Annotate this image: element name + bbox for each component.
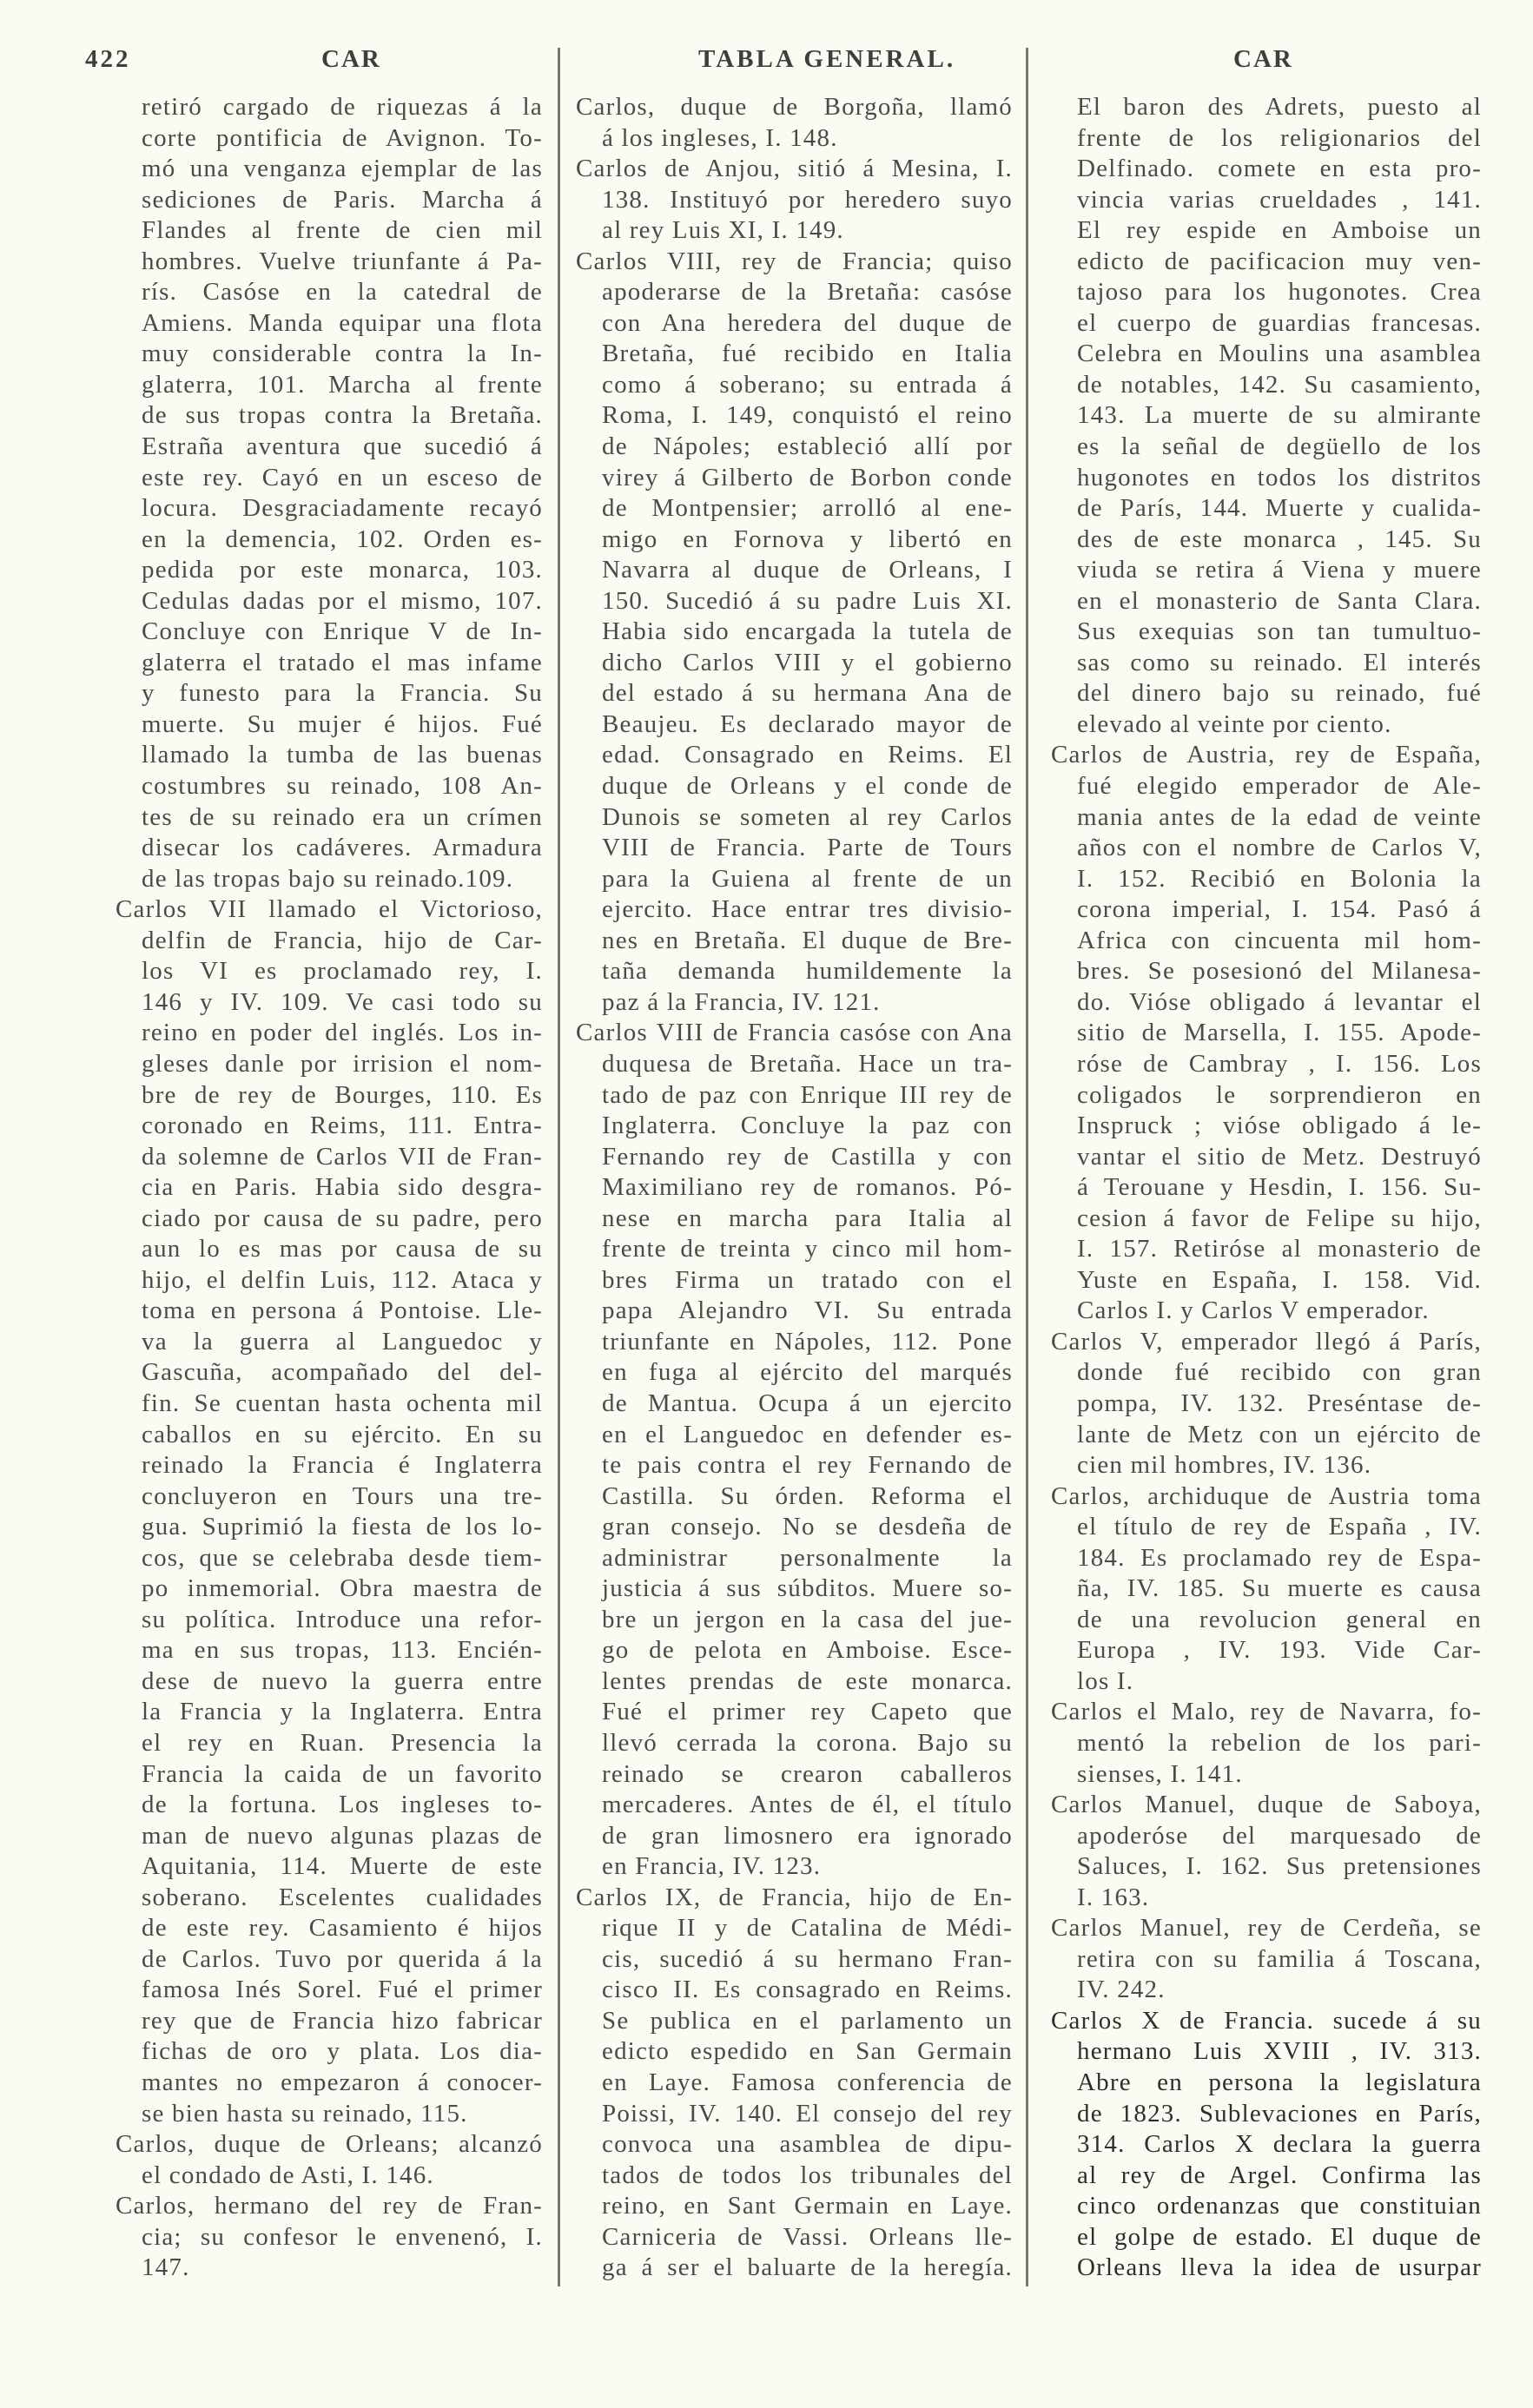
text-line: bres. Se posesionó del Milanesa- <box>1077 957 1482 986</box>
text-line: de 1823. Sublevaciones en París, <box>1077 2099 1482 2128</box>
index-entry <box>116 894 543 2129</box>
text-line: rey que de Francia hizo fabricar <box>142 2006 543 2035</box>
text-line: fichas de oro y plata. Los dia- <box>142 2037 543 2066</box>
text-line: muy considerable contra la In- <box>142 340 543 368</box>
text-line: taña demanda humildemente la <box>602 957 1013 986</box>
text-line: Abre en persona la legislatura <box>1077 2068 1482 2096</box>
text-line: Inglaterra. Concluye la paz con <box>602 1112 1013 1140</box>
index-entry <box>116 2129 543 2191</box>
index-entry <box>1051 1913 1482 2006</box>
text-line: Carlos de Anjou, sitió á Mesina, I. <box>576 155 1013 183</box>
text-line: papa Alejandro VI. Su entrada <box>602 1296 1013 1325</box>
text-line: en la demencia, 102. Orden es- <box>142 524 543 553</box>
text-line: 147. <box>142 2253 190 2282</box>
entry-continuation <box>116 92 543 894</box>
text-line: apoderarse de la Bretaña: casóse <box>602 278 1013 307</box>
text-line: rís. Casóse en la catedral de <box>142 278 543 307</box>
text-line: en el monasterio de Santa Clara. <box>1077 586 1482 615</box>
text-line: apoderóse del marquesado de <box>1077 1821 1482 1850</box>
text-line: Celebra en Moulins una asamblea <box>1077 340 1482 368</box>
text-line: des de este monarca , 145. Su <box>1077 524 1482 553</box>
text-line: para la Guiena al frente de un <box>602 864 1013 893</box>
text-line: Carlos I. y Carlos V emperador. <box>1077 1296 1430 1325</box>
text-line: cien mil hombres, IV. 136. <box>1077 1451 1372 1480</box>
text-line: Carlos VIII, rey de Francia; quiso <box>576 247 1013 275</box>
column-divider <box>1026 48 1028 2286</box>
text-line: Sus exequias son tan tumultuo- <box>1077 617 1482 646</box>
text-line: 314. Carlos X declara la guerra <box>1077 2130 1482 2159</box>
text-line: gua. Suprimió la fiesta de los lo- <box>142 1513 543 1541</box>
text-line: ciado por causa de su padre, pero <box>142 1204 543 1232</box>
text-line: Gascuña, acompañado del del- <box>142 1358 543 1387</box>
page-number: 422 <box>85 45 131 73</box>
text-line: Maximiliano rey de romanos. Pó- <box>602 1173 1013 1202</box>
text-line: cis, sucedió á su hermano Fran- <box>602 1944 1013 1973</box>
text-line: en Laye. Famosa conferencia de <box>602 2068 1013 2096</box>
text-line: fué elegido emperador de Ale- <box>1077 772 1482 801</box>
text-line: los VI es proclamado rey, I. <box>142 957 543 986</box>
text-line: Carlos, hermano del rey de Fran- <box>116 2192 543 2220</box>
text-line: de notables, 142. Su casamiento, <box>1077 370 1482 399</box>
page-title: TABLA GENERAL. <box>698 45 956 73</box>
text-line: do. Vióse obligado á levantar el <box>1077 987 1482 1016</box>
text-line: años con el nombre de Carlos V, <box>1077 834 1482 862</box>
text-line: Yuste en España, I. 158. Vid. <box>1077 1265 1482 1294</box>
text-line: migo en Fornova y libertó en <box>602 524 1013 553</box>
text-line: Estraña aventura que sucedió á <box>142 432 543 461</box>
text-line: edicto espedido en San Germain <box>602 2037 1013 2066</box>
text-line: Carlos, duque de Orleans; alcanzó <box>116 2130 543 2159</box>
text-line: de las tropas bajo su reinado.109. <box>142 864 514 893</box>
text-line: el golpe de estado. El duque de <box>1077 2222 1482 2251</box>
text-line: es la señal de degüello de los <box>1077 432 1482 461</box>
text-line: tados de todos los tribunales del <box>602 2161 1013 2189</box>
text-line: el rey en Ruan. Presencia la <box>142 1728 543 1757</box>
text-line: man de nuevo algunas plazas de <box>142 1821 543 1850</box>
text-line: Carlos IX, de Francia, hijo de En- <box>576 1883 1013 1911</box>
text-line: Carlos Manuel, rey de Cerdeña, se <box>1051 1914 1482 1943</box>
text-line: de gran limosnero era ignorado <box>602 1821 1013 1850</box>
text-line: Carlos Manuel, duque de Saboya, <box>1051 1791 1482 1819</box>
text-line: Carlos de Austria, rey de España, <box>1051 741 1482 769</box>
text-line: la Francia y la Inglaterra. Entra <box>142 1698 543 1726</box>
text-line: de Mantua. Ocupa á un ejercito <box>602 1389 1013 1417</box>
text-line: de este rey. Casamiento é hijos <box>142 1914 543 1943</box>
text-line: Bretaña, fué recibido en Italia <box>602 340 1013 368</box>
text-line: tado de paz con Enrique III rey de <box>602 1080 1013 1109</box>
text-line: de sus tropas contra la Bretaña. <box>142 401 543 430</box>
text-line: glaterra el tratado el mas infame <box>142 648 543 676</box>
text-line: glaterra, 101. Marcha al frente <box>142 370 543 399</box>
text-line: costumbres su reinado, 108 An- <box>142 772 543 801</box>
text-line: I. 157. Retiróse al monasterio de <box>1077 1235 1482 1263</box>
text-line: Navarra al duque de Orleans, I <box>602 556 1013 584</box>
text-line: pompa, IV. 132. Preséntase de- <box>1077 1389 1482 1417</box>
column-2 <box>576 92 1013 2284</box>
text-line: mania antes de la edad de veinte <box>1077 802 1482 831</box>
text-line: duquesa de Bretaña. Hace un tra- <box>602 1049 1013 1078</box>
text-line: I. 163. <box>1077 1883 1150 1911</box>
text-line: edicto de pacificacion muy ven- <box>1077 247 1482 275</box>
text-line: sienses, I. 141. <box>1077 1759 1243 1788</box>
text-line: Orleans lleva la idea de usurpar <box>1077 2253 1482 2282</box>
text-line: donde fué recibido con gran <box>1077 1358 1482 1387</box>
text-line: se bien hasta su reinado, 115. <box>142 2099 468 2128</box>
text-line: cos, que se celebraba desde tiem- <box>142 1543 543 1572</box>
text-line: gleses danle por irrision el nom- <box>142 1049 543 1078</box>
text-line: ga á ser el baluarte de la heregía. <box>602 2253 1013 2282</box>
text-line: triunfante en Nápoles, 112. Pone <box>602 1327 1013 1356</box>
text-line: su política. Introduce una refor- <box>142 1605 543 1633</box>
text-line: cisco II. Es consagrado en Reims. <box>602 1976 1013 2004</box>
text-line: llamado la tumba de las buenas <box>142 741 543 769</box>
text-line: ña, IV. 185. Su muerte es causa <box>1077 1574 1482 1603</box>
index-entry <box>576 154 1013 247</box>
text-line: vincia varias crueldades , 141. <box>1077 185 1482 214</box>
index-entry <box>1051 740 1482 1326</box>
text-line: este rey. Cayó en un esceso de <box>142 463 543 491</box>
text-line: mercaderes. Antes de él, el título <box>602 1791 1013 1819</box>
text-line: El baron des Adrets, puesto al <box>1077 93 1482 121</box>
text-line: Carlos V, emperador llegó á París, <box>1051 1327 1482 1356</box>
column-1 <box>116 92 543 2284</box>
text-line: de Carlos. Tuvo por querida á la <box>142 1944 543 1973</box>
text-line: hugonotes en todos los distritos <box>1077 463 1482 491</box>
text-line: sediciones de Paris. Marcha á <box>142 185 543 214</box>
right-guide-word: CAR <box>1233 45 1293 73</box>
text-line: Carlos, archiduque de Austria toma <box>1051 1481 1482 1510</box>
text-line: cinco ordenanzas que constituian <box>1077 2192 1482 2220</box>
text-line: sas como su reinado. El interés <box>1077 648 1482 676</box>
text-line: Dunois se someten al rey Carlos <box>602 802 1013 831</box>
text-line: caballos en su ejército. En su <box>142 1420 543 1448</box>
column-divider <box>558 48 560 2286</box>
text-line: Africa con cincuenta mil hom- <box>1077 926 1482 954</box>
index-entry <box>1051 1790 1482 1913</box>
text-line: vantar el sitio de Metz. Destruyó <box>1077 1142 1482 1171</box>
text-line: del dinero bajo su reinado, fué <box>1077 679 1482 708</box>
index-entry <box>1051 2006 1482 2284</box>
text-line: en fuga al ejército del marqués <box>602 1358 1013 1387</box>
text-line: El rey espide en Amboise un <box>1077 216 1482 245</box>
text-line: 143. La muerte de su almirante <box>1077 401 1482 430</box>
text-line: coligados le sorprendieron en <box>1077 1080 1482 1109</box>
left-guide-word: CAR <box>321 45 381 73</box>
text-line: locura. Desgraciadamente recayó <box>142 494 543 523</box>
text-line: de la fortuna. Los ingleses to- <box>142 1791 543 1819</box>
text-line: gran consejo. No se desdeña de <box>602 1513 1013 1541</box>
text-line: cia; su confesor le envenenó, I. <box>142 2222 543 2251</box>
text-line: del estado á su hermana Ana de <box>602 679 1013 708</box>
text-line: el título de rey de España , IV. <box>1077 1513 1482 1541</box>
text-line: Amiens. Manda equipar una flota <box>142 308 543 337</box>
index-entry <box>576 1883 1013 2284</box>
text-line: lentes prendas de este monarca. <box>602 1666 1013 1695</box>
text-line: muerte. Su mujer é hijos. Fué <box>142 709 543 738</box>
text-line: Cedulas dadas por el mismo, 107. <box>142 586 543 615</box>
text-line: los I. <box>1077 1666 1134 1695</box>
text-line: paz á la Francia, IV. 121. <box>602 987 881 1016</box>
text-line: disecar los cadáveres. Armadura <box>142 834 543 862</box>
text-line: cesion á favor de Felipe su hijo, <box>1077 1204 1482 1232</box>
index-entry <box>1051 1697 1482 1790</box>
text-line: Inspruck ; vióse obligado á le- <box>1077 1112 1482 1140</box>
text-line: el condado de Asti, I. 146. <box>142 2161 434 2189</box>
text-line: soberano. Escelentes cualidades <box>142 1883 543 1911</box>
text-line: frente de treinta y cinco mil hom- <box>602 1235 1013 1263</box>
text-line: 150. Sucedió á su padre Luis XI. <box>602 586 1013 615</box>
text-line: bre un jergon en la casa del jue- <box>602 1605 1013 1633</box>
text-line: de una revolucion general en <box>1077 1605 1482 1633</box>
text-line: 138. Instituyó por heredero suyo <box>602 185 1013 214</box>
text-line: á Terouane y Hesdin, I. 156. Su- <box>1077 1173 1482 1202</box>
text-line: VIII de Francia. Parte de Tours <box>602 834 1013 862</box>
entry-continuation <box>1051 92 1482 740</box>
text-line: en Francia, IV. 123. <box>602 1852 822 1881</box>
text-line: Fué el primer rey Capeto que <box>602 1698 1013 1726</box>
text-line: Poissi, IV. 140. El consejo del rey <box>602 2099 1013 2128</box>
text-line: de París, 144. Muerte y cualida- <box>1077 494 1482 523</box>
text-line: tes de su reinado era un crímen <box>142 802 543 831</box>
text-line: reinado la Francia é Inglaterra <box>142 1451 543 1480</box>
text-line: y funesto para la Francia. Su <box>142 679 543 708</box>
text-line: coronado en Reims, 111. Entra- <box>142 1112 543 1140</box>
text-line: va la guerra al Languedoc y <box>142 1327 543 1356</box>
text-line: corte pontificia de Avignon. To- <box>142 123 543 152</box>
text-line: retiró cargado de riquezas á la <box>142 93 543 121</box>
text-line: frente de los religionarios del <box>1077 123 1482 152</box>
text-line: Carlos VIII de Francia casóse con Ana <box>576 1019 1013 1047</box>
text-line: te pais contra el rey Fernando de <box>602 1451 1013 1480</box>
text-line: róse de Cambray , I. 156. Los <box>1077 1049 1482 1078</box>
text-line: ma en sus tropas, 113. Encién- <box>142 1636 543 1665</box>
text-line: como á soberano; su entrada á <box>602 370 1013 399</box>
text-line: 146 y IV. 109. Ve casi todo su <box>142 987 543 1016</box>
text-line: Carlos el Malo, rey de Navarra, fo- <box>1051 1698 1482 1726</box>
text-line: Aquitania, 114. Muerte de este <box>142 1852 543 1881</box>
text-line: al rey Luis XI, I. 149. <box>602 216 844 245</box>
index-entry <box>576 247 1013 1019</box>
text-line: hermano Luis XVIII , IV. 313. <box>1077 2037 1482 2066</box>
text-line: Concluye con Enrique V de In- <box>142 617 543 646</box>
text-line: Europa , IV. 193. Vide Car- <box>1077 1636 1482 1665</box>
text-line: mó una venganza ejemplar de las <box>142 155 543 183</box>
text-line: Francia la caida de un favorito <box>142 1759 543 1788</box>
text-line: Saluces, I. 162. Sus pretensiones <box>1077 1852 1482 1881</box>
text-line: aun lo es mas por causa de su <box>142 1235 543 1263</box>
text-line: hombres. Vuelve triunfante á Pa- <box>142 247 543 275</box>
text-line: virey á Gilberto de Borbon conde <box>602 463 1013 491</box>
text-line: bres Firma un tratado con el <box>602 1265 1013 1294</box>
text-line: dese de nuevo la guerra entre <box>142 1666 543 1695</box>
text-line: cia en Paris. Habia sido desgra- <box>142 1173 543 1202</box>
text-line: Beaujeu. Es declarado mayor de <box>602 709 1013 738</box>
text-line: rique II y de Catalina de Médi- <box>602 1914 1013 1943</box>
text-line: Carlos X de Francia. sucede á su <box>1051 2006 1482 2035</box>
text-line: Habia sido encargada la tutela de <box>602 617 1013 646</box>
text-line: viuda se retira á Viena y muere <box>1077 556 1482 584</box>
text-line: Se publica en el parlamento un <box>602 2006 1013 2035</box>
text-line: al rey de Argel. Confirma las <box>1077 2161 1482 2189</box>
text-line: lante de Metz con un ejército de <box>1077 1420 1482 1448</box>
text-line: justicia á sus súbditos. Muere so- <box>602 1574 1013 1603</box>
text-line: famosa Inés Sorel. Fué el primer <box>142 1976 543 2004</box>
text-line: Roma, I. 149, conquistó el reino <box>602 401 1013 430</box>
text-line: elevado al veinte por ciento. <box>1077 709 1392 738</box>
index-entry <box>576 1018 1013 1882</box>
text-line: Carniceria de Vassi. Orleans lle- <box>602 2222 1013 2251</box>
text-line: nese en marcha para Italia al <box>602 1204 1013 1232</box>
column-3 <box>1051 92 1482 2284</box>
text-line: Delfinado. comete en esta pro- <box>1077 155 1482 183</box>
text-line: á los ingleses, I. 148. <box>602 123 838 152</box>
text-line: el cuerpo de guardias francesas. <box>1077 308 1482 337</box>
text-line: de Montpensier; arrolló al ene- <box>602 494 1013 523</box>
text-line: duque de Orleans y el conde de <box>602 772 1013 801</box>
text-line: Carlos, duque de Borgoña, llamó <box>576 93 1013 121</box>
text-line: en el Languedoc en defender es- <box>602 1420 1013 1448</box>
text-line: fin. Se cuentan hasta ochenta mil <box>142 1389 543 1417</box>
text-line: IV. 242. <box>1077 1976 1166 2004</box>
text-line: concluyeron en Tours una tre- <box>142 1481 543 1510</box>
text-line: sitio de Marsella, I. 155. Apode- <box>1077 1019 1482 1047</box>
text-line: go de pelota en Amboise. Esce- <box>602 1636 1013 1665</box>
text-line: po inmemorial. Obra maestra de <box>142 1574 543 1603</box>
text-line: Fernando rey de Castilla y con <box>602 1142 1013 1171</box>
text-line: da solemne de Carlos VII de Fran- <box>142 1142 543 1171</box>
text-line: Carlos VII llamado el Victorioso, <box>116 895 543 924</box>
text-line: I. 152. Recibió en Bolonia la <box>1077 864 1482 893</box>
text-line: mentó la rebelion de los pari- <box>1077 1728 1482 1757</box>
text-line: tajoso para los hugonotes. Crea <box>1077 278 1482 307</box>
index-entry <box>116 2191 543 2284</box>
text-line: con Ana heredera del duque de <box>602 308 1013 337</box>
text-line: de Nápoles; estableció allí por <box>602 432 1013 461</box>
text-line: 184. Es proclamado rey de Espa- <box>1077 1543 1482 1572</box>
text-line: toma en persona á Pontoise. Lle- <box>142 1296 543 1325</box>
text-line: edad. Consagrado en Reims. El <box>602 741 1013 769</box>
text-line: Flandes al frente de cien mil <box>142 216 543 245</box>
text-line: reino, en Sant Germain en Laye. <box>602 2192 1013 2220</box>
text-line: reino en poder del inglés. Los in- <box>142 1019 543 1047</box>
text-line: retira con su familia á Toscana, <box>1077 1944 1482 1973</box>
index-entry <box>1051 1481 1482 1698</box>
text-line: reinado se crearon caballeros <box>602 1759 1013 1788</box>
text-line: dicho Carlos VIII y el gobierno <box>602 648 1013 676</box>
text-line: Castilla. Su órden. Reforma el <box>602 1481 1013 1510</box>
text-line: corona imperial, I. 154. Pasó á <box>1077 895 1482 924</box>
text-line: bre de rey de Bourges, 110. Es <box>142 1080 543 1109</box>
text-line: ejercito. Hace entrar tres divisio- <box>602 895 1013 924</box>
text-line: nes en Bretaña. El duque de Bre- <box>602 926 1013 954</box>
text-line: delfin de Francia, hijo de Car- <box>142 926 543 954</box>
index-entry <box>576 92 1013 154</box>
text-line: llevó cerrada la corona. Bajo su <box>602 1728 1013 1757</box>
text-line: hijo, el delfin Luis, 112. Ataca y <box>142 1265 543 1294</box>
text-line: administrar personalmente la <box>602 1543 1013 1572</box>
text-line: mantes no empezaron á conocer- <box>142 2068 543 2096</box>
index-entry <box>1051 1327 1482 1481</box>
text-line: convoca una asamblea de dipu- <box>602 2130 1013 2159</box>
text-line: pedida por este monarca, 103. <box>142 556 543 584</box>
